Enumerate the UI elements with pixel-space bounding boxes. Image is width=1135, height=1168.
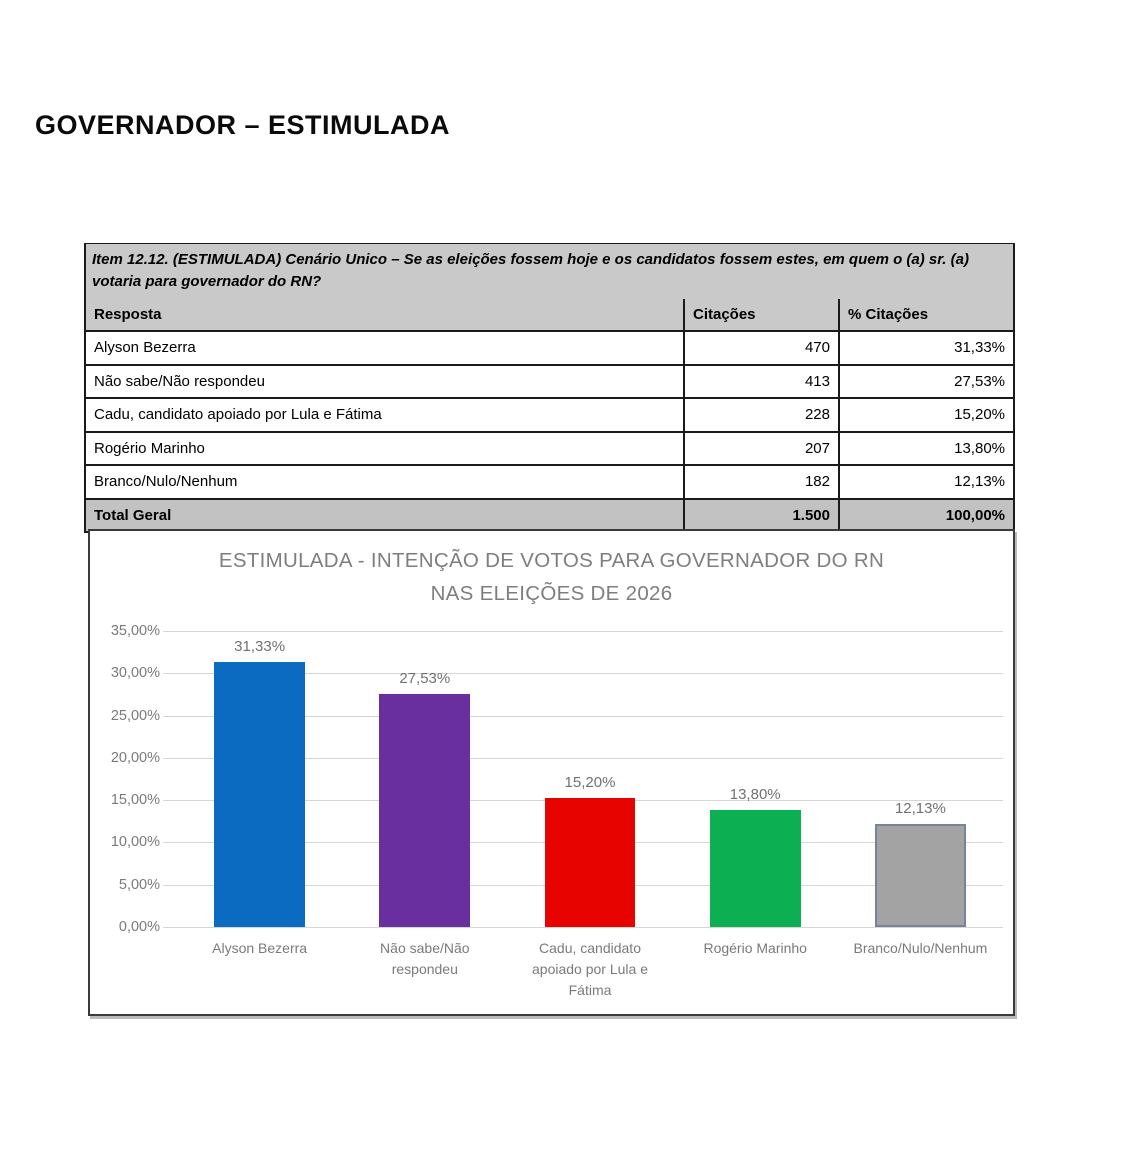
category-label: Rogério Marinho xyxy=(703,940,807,956)
gridline xyxy=(163,927,1003,928)
table-cell: 470 xyxy=(685,332,840,364)
y-axis-tick-label: 30,00% xyxy=(110,665,160,682)
table-row xyxy=(86,399,1013,433)
bar-value-label: 13,80% xyxy=(729,786,781,804)
bar-slot xyxy=(177,631,342,927)
table-question: Item 12.12. (ESTIMULADA) Cenário Unico – Se as eleições fossem hoje e os candidatos fossem estes, em quem o (a) sr. (a) votaria para governador do RN? xyxy=(86,244,1013,299)
table-row xyxy=(86,332,1013,366)
bar xyxy=(545,798,636,927)
bar-slot xyxy=(838,631,1003,927)
bar xyxy=(379,694,470,927)
y-axis-tick-label: 0,00% xyxy=(118,919,160,935)
table-cell: 413 xyxy=(685,366,840,398)
bar xyxy=(214,662,305,927)
chart-title xyxy=(90,545,1013,611)
table-cell: 31,33% xyxy=(954,339,1005,356)
table-cell: 13,80% xyxy=(954,439,1005,457)
col-header-citacoes: Citações xyxy=(685,299,840,331)
table-total-row xyxy=(86,500,1013,532)
category-label: Alyson Bezerra xyxy=(212,940,308,956)
bar-value-label: 31,33% xyxy=(234,638,286,656)
total-pct: 100,00% xyxy=(945,506,1005,524)
table-cell: 228 xyxy=(685,399,840,431)
table-cell: 15,20% xyxy=(954,406,1005,423)
table-cell: 207 xyxy=(685,433,840,465)
y-axis-tick-label: 5,00% xyxy=(118,876,160,893)
table-row xyxy=(86,366,1013,400)
bar-slot xyxy=(342,631,507,927)
table-header-row xyxy=(86,299,1013,333)
total-label: Total Geral xyxy=(86,500,685,532)
bar-slot xyxy=(507,631,672,927)
chart-title-line-1: ESTIMULADA - INTENÇÃO DE VOTOS PARA GOVERNADOR DO RN xyxy=(218,549,885,572)
col-header-pct-citacoes: % Citações xyxy=(848,305,929,323)
chart-plot-area xyxy=(177,631,1003,927)
col-header-resposta: Resposta xyxy=(86,299,685,331)
table-cell: Rogério Marinho xyxy=(86,433,685,465)
table-cell: 182 xyxy=(685,466,840,498)
table-row xyxy=(86,433,1013,467)
bar-value-label: 12,13% xyxy=(894,800,946,818)
chart-title-line-2: NAS ELEIÇÕES DE 2026 xyxy=(430,581,673,605)
table-row xyxy=(86,466,1013,500)
bar-value-label: 27,53% xyxy=(399,670,451,688)
y-axis-tick-label: 20,00% xyxy=(110,749,160,766)
bar xyxy=(710,810,801,927)
table-cell: Alyson Bezerra xyxy=(86,332,685,364)
y-axis-tick-label: 35,00% xyxy=(110,623,160,639)
table-body xyxy=(86,332,1013,500)
category-label: Não sabe/Não respondeu xyxy=(380,940,470,977)
y-axis-tick-label: 10,00% xyxy=(110,834,160,851)
table-cell: Cadu, candidato apoiado por Lula e Fátima xyxy=(86,399,685,431)
total-citacoes: 1.500 xyxy=(685,500,840,532)
y-axis-tick-label: 15,00% xyxy=(110,792,160,809)
category-label: Cadu, candidato apoiado por Lula e Fátima xyxy=(532,940,648,998)
bar-value-label: 15,20% xyxy=(564,774,616,792)
chart-y-axis xyxy=(90,623,170,935)
bar-chart-panel xyxy=(88,529,1015,1016)
bar-slot xyxy=(673,631,838,927)
table-cell: Não sabe/Não respondeu xyxy=(86,366,685,398)
table-cell: 27,53% xyxy=(954,372,1005,390)
category-label: Branco/Nulo/Nenhum xyxy=(853,940,988,956)
table-cell: 12,13% xyxy=(954,473,1005,490)
bar xyxy=(875,824,966,927)
table-cell: Branco/Nulo/Nenhum xyxy=(86,466,685,498)
page-title: GOVERNADOR – ESTIMULADA xyxy=(35,110,451,140)
chart-category-labels xyxy=(177,938,1003,1001)
y-axis-tick-label: 25,00% xyxy=(110,707,160,724)
results-table xyxy=(84,243,1015,533)
